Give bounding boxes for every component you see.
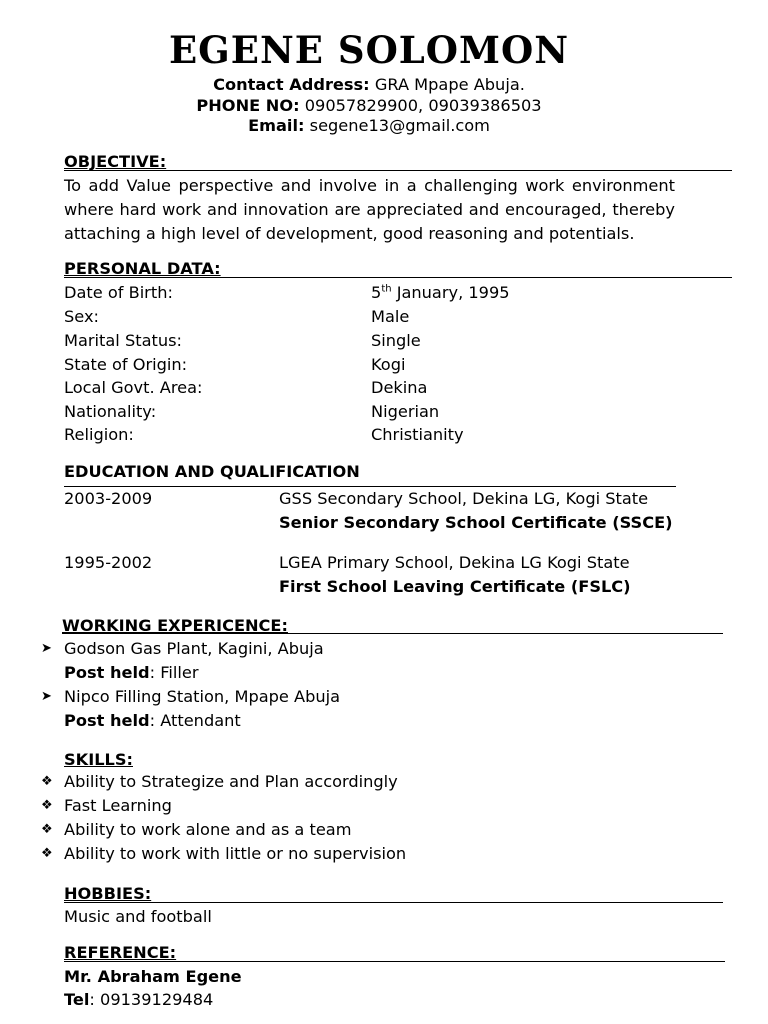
edu-years-secondary: 2003-2009 bbox=[64, 489, 153, 508]
nationality-label: Nationality: bbox=[64, 402, 157, 421]
arrow-bullet-icon: ➤ bbox=[41, 641, 52, 656]
reference-heading: REFERENCE: bbox=[64, 943, 177, 962]
marital-status-value: Single bbox=[371, 331, 421, 350]
experience-place-2: Nipco Filling Station, Mpape Abuja bbox=[64, 687, 341, 706]
post-held-value: : Filler bbox=[149, 663, 199, 682]
religion-label: Religion: bbox=[64, 425, 134, 444]
state-of-origin-value: Kogi bbox=[371, 355, 406, 374]
reference-tel bbox=[64, 990, 213, 1010]
candidate-name: EGENE SOLOMON bbox=[168, 28, 570, 72]
skill-item: Ability to work with little or no supervision bbox=[64, 844, 407, 863]
phone-value: 09057829900, 09039386503 bbox=[299, 96, 542, 115]
experience-post-2 bbox=[64, 711, 241, 731]
post-held-value: : Attendant bbox=[149, 711, 241, 730]
diamond-bullet-icon: ❖ bbox=[41, 774, 53, 789]
post-held-label: Post held bbox=[64, 663, 150, 682]
contact-address-label: Contact Address: bbox=[213, 75, 370, 94]
diamond-bullet-icon: ❖ bbox=[41, 822, 53, 837]
edu-years-primary: 1995-2002 bbox=[64, 553, 153, 572]
phone-label: PHONE NO: bbox=[196, 96, 300, 115]
dob-label: Date of Birth: bbox=[64, 283, 173, 302]
experience-heading: WORKING EXPERICENCE: bbox=[62, 616, 288, 635]
dob-day: 5 bbox=[371, 283, 382, 302]
dob-value bbox=[371, 283, 510, 303]
skill-item: Fast Learning bbox=[64, 796, 172, 815]
experience-rule bbox=[62, 633, 723, 634]
hobbies-rule bbox=[64, 902, 723, 903]
arrow-bullet-icon: ➤ bbox=[41, 689, 52, 704]
personal-data-heading: PERSONAL DATA: bbox=[64, 259, 221, 278]
edu-cert-secondary: Senior Secondary School Certificate (SSCE) bbox=[279, 513, 673, 532]
state-of-origin-label: State of Origin: bbox=[64, 355, 188, 374]
edu-school-primary: LGEA Primary School, Dekina LG Kogi State bbox=[279, 553, 630, 572]
email-label: Email: bbox=[248, 116, 305, 135]
post-held-label: Post held bbox=[64, 711, 150, 730]
nationality-value: Nigerian bbox=[371, 402, 440, 421]
email-line bbox=[0, 116, 738, 136]
phone-line bbox=[0, 96, 738, 116]
dob-day-suffix: th bbox=[381, 283, 392, 295]
edu-school-secondary: GSS Secondary School, Dekina LG, Kogi State bbox=[279, 489, 649, 508]
lga-label: Local Govt. Area: bbox=[64, 378, 203, 397]
religion-value: Christianity bbox=[371, 425, 464, 444]
edu-cert-primary: First School Leaving Certificate (FSLC) bbox=[279, 577, 631, 596]
contact-address-value: GRA Mpape Abuja. bbox=[369, 75, 525, 94]
hobbies-text: Music and football bbox=[64, 907, 212, 926]
education-rule bbox=[64, 486, 676, 487]
hobbies-heading: HOBBIES: bbox=[64, 884, 152, 903]
reference-name: Mr. Abraham Egene bbox=[64, 967, 242, 986]
education-heading: EDUCATION AND QUALIFICATION bbox=[64, 462, 360, 481]
reference-tel-value: : 09139129484 bbox=[89, 990, 214, 1009]
dob-rest: January, 1995 bbox=[391, 283, 510, 302]
objective-text: To add Value perspective and involve in a challenging work environment where hard work and innovation are appreciated and encouraged, thereby attaching a high level of development, good reasoning and potentials. bbox=[64, 176, 675, 243]
objective-rule bbox=[64, 170, 732, 171]
objective-heading: OBJECTIVE: bbox=[64, 152, 167, 171]
marital-status-label: Marital Status: bbox=[64, 331, 182, 350]
diamond-bullet-icon: ❖ bbox=[41, 798, 53, 813]
experience-place-1: Godson Gas Plant, Kagini, Abuja bbox=[64, 639, 324, 658]
contact-address bbox=[0, 75, 738, 95]
personal-data-rule bbox=[64, 277, 732, 278]
skill-item: Ability to work alone and as a team bbox=[64, 820, 352, 839]
skill-item: Ability to Strategize and Plan accordingly bbox=[64, 772, 398, 791]
sex-value: Male bbox=[371, 307, 410, 326]
email-value: segene13@gmail.com bbox=[304, 116, 490, 135]
reference-tel-label: Tel bbox=[64, 990, 90, 1009]
skills-heading: SKILLS: bbox=[64, 750, 133, 769]
lga-value: Dekina bbox=[371, 378, 428, 397]
experience-post-1 bbox=[64, 663, 198, 683]
reference-rule bbox=[64, 961, 725, 962]
diamond-bullet-icon: ❖ bbox=[41, 846, 53, 861]
sex-label: Sex: bbox=[64, 307, 99, 326]
